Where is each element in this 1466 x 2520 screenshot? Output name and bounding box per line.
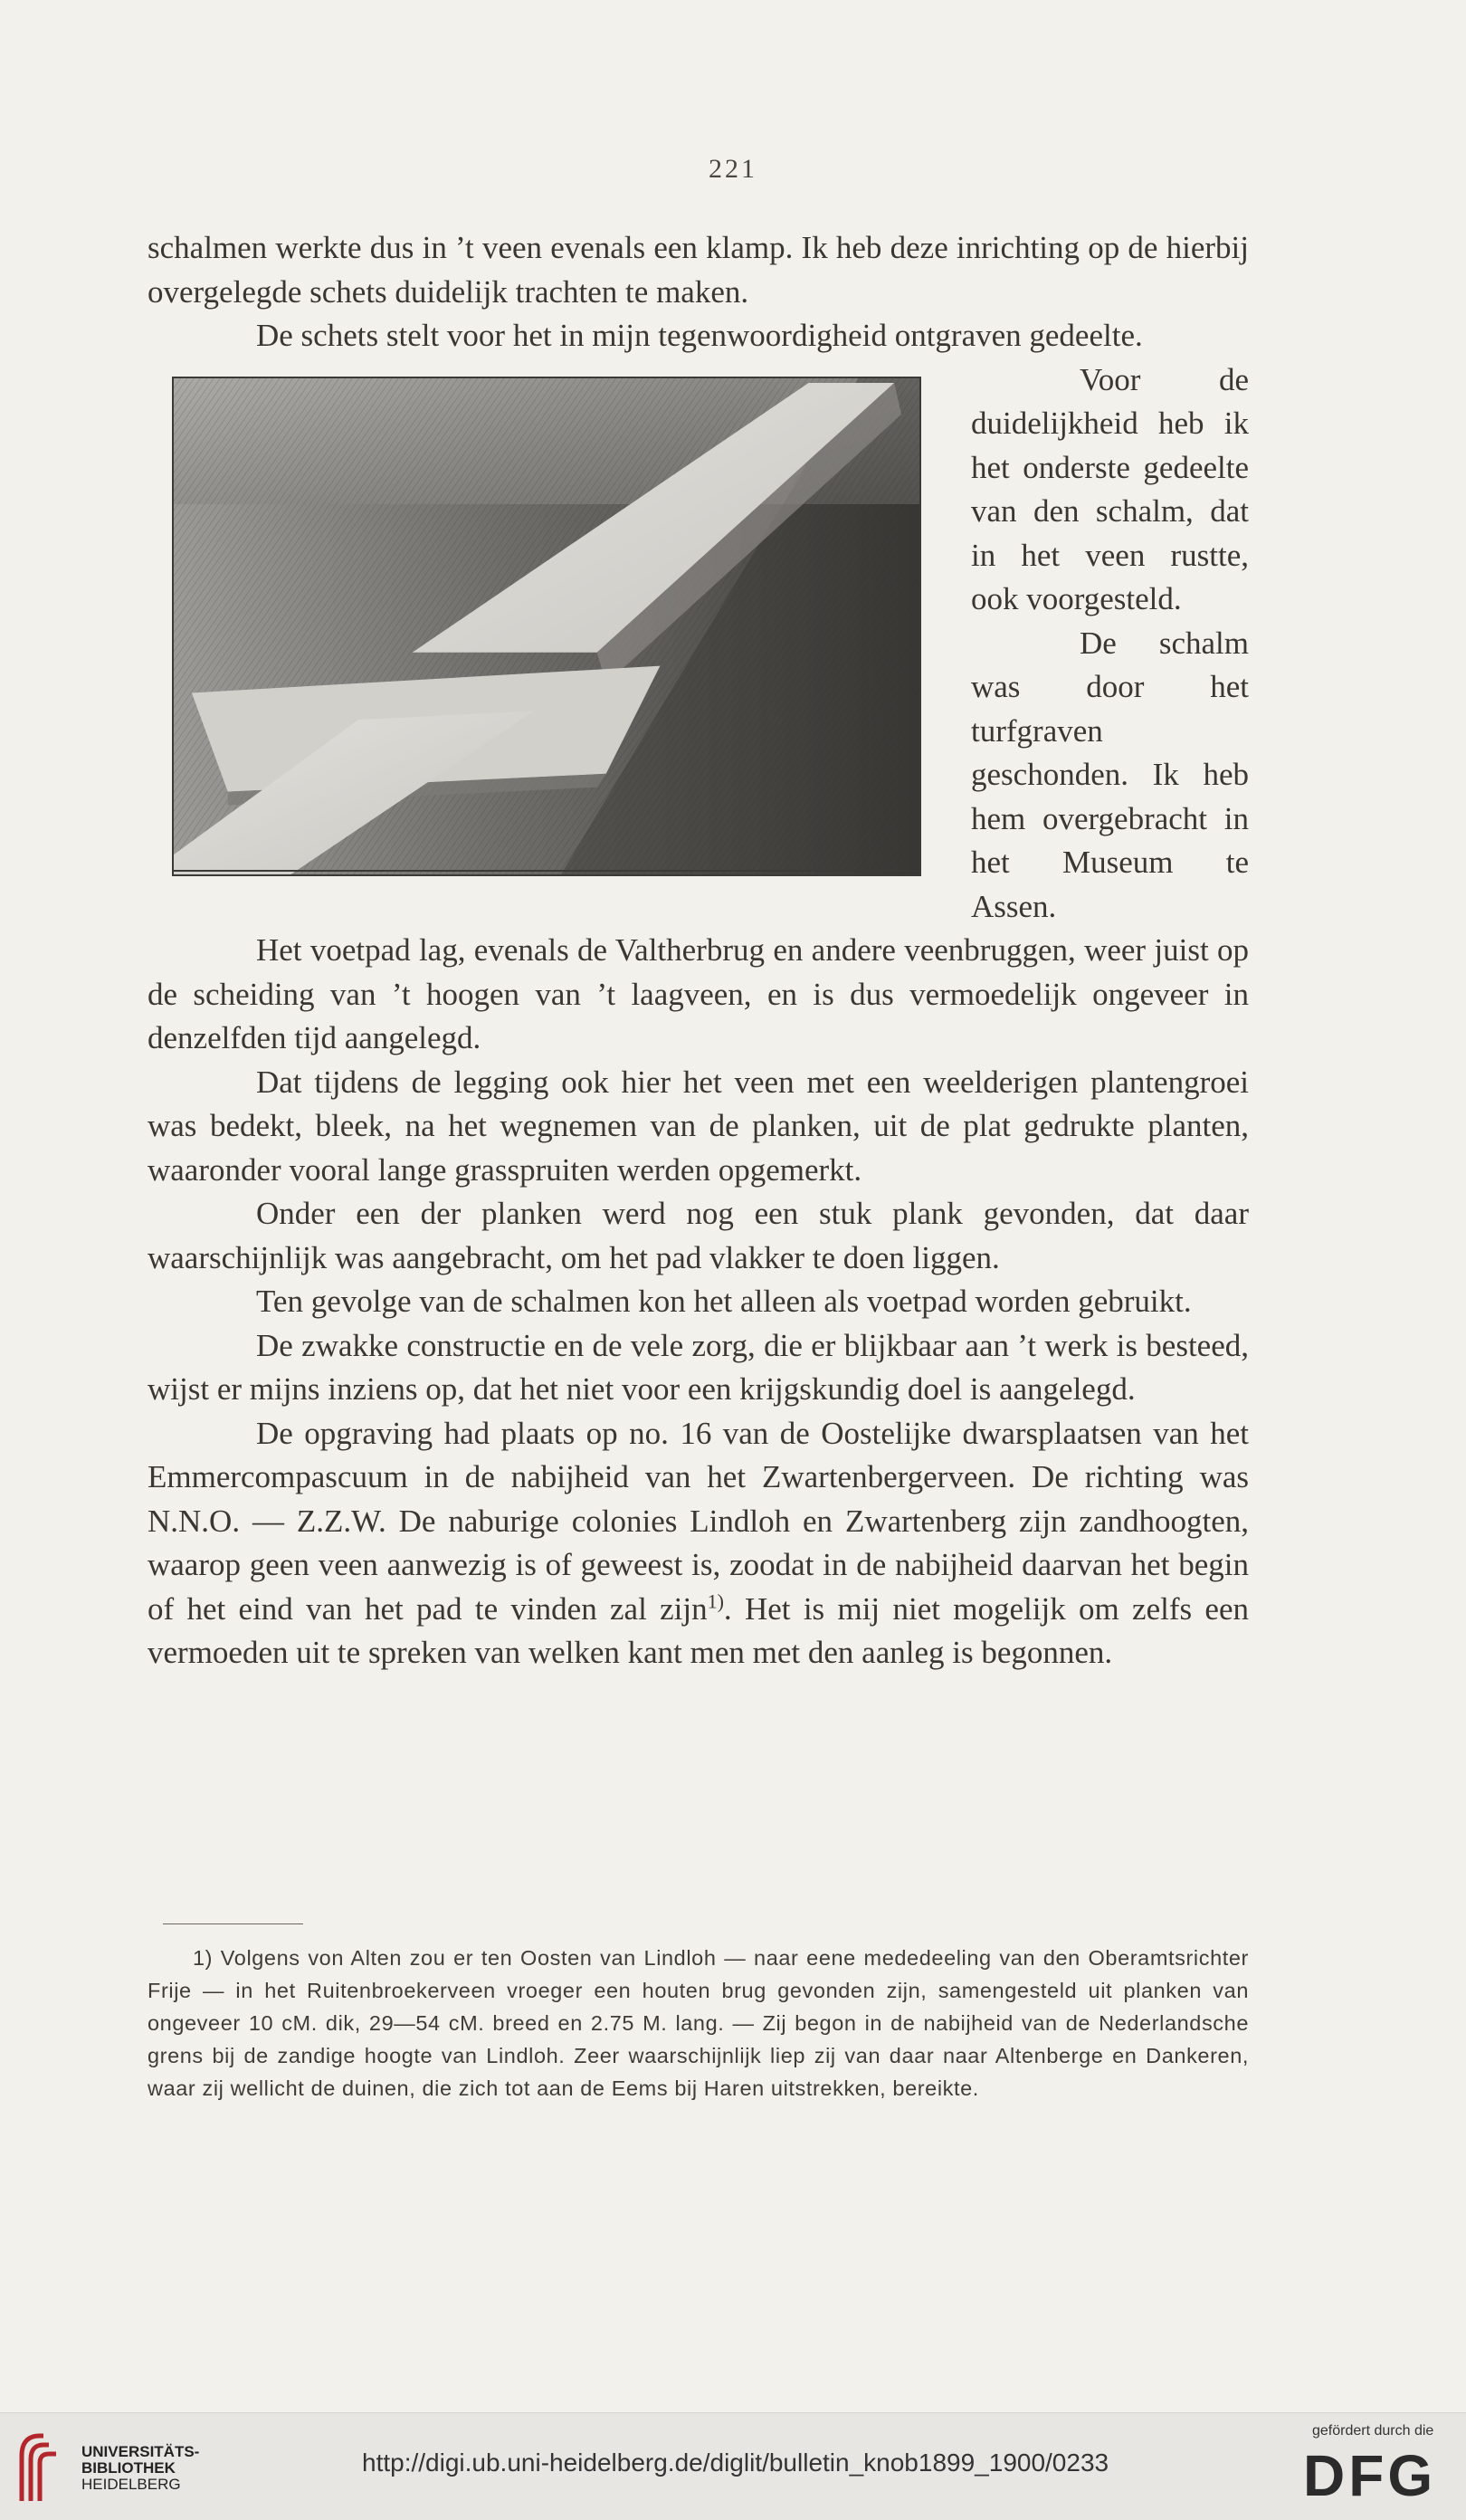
library-line-2: BIBLIOTHEK bbox=[81, 2459, 176, 2477]
paragraph-7: Onder een der planken werd nog een stuk plank gevonden, dat daar waarschijnlijk was aangebracht, om het pad vlakker te doen liggen. bbox=[148, 1196, 1249, 1275]
page-number: 221 bbox=[709, 154, 757, 184]
paragraph-10-part-2: . Het is mij niet mogelijk om zelfs een vermoeden uit te spreken van welken kant men met den aanleg is begonnen. bbox=[148, 1590, 1249, 1670]
paragraph-1: schalmen werkte dus in ’t veen evenals een klamp. Ik heb deze inrichting op de hierbij overgelegde schets duidelijk trachten te maken. bbox=[148, 230, 1249, 310]
dfg-logo: DFG bbox=[1303, 2443, 1437, 2508]
footnote-divider bbox=[163, 1923, 303, 1924]
permalink-url[interactable]: http://digi.ub.uni-heidelberg.de/diglit/bulletin_knob1899_1900/0233 bbox=[362, 2448, 1109, 2477]
figure-container bbox=[172, 358, 946, 891]
body-text bbox=[148, 226, 1249, 1675]
footnote-1: 1) Volgens von Alten zou er ten Oosten van Lindloh — naar eene mededeeling van den Oberamtsrichter Frije — in het Ruitenbroekerveen vroeger een houten brug gevonden zijn, samengesteld uit planken van ongeveer 10 cM. dik, 29—54 cM. breed en 2.75 M. lang. — Zij begon in de nabijheid van de Nederlandsche grens bij de zandige hoogte van Lindloh. Zeer waarschijnlijk liep zij van daar naar Altenberge en Dankeren, waar zij wellicht de duinen, die zich tot aan de Eems bij Haren uitstrekken, bereikte. bbox=[148, 1946, 1249, 2100]
paragraph-10 bbox=[148, 1412, 1249, 1675]
paragraph-5: Het voetpad lag, evenals de Valtherbrug en andere veenbruggen, weer juist op de scheiding van ’t hoogen van ’t laagveen, en is dus vermoedelijk ongeveer in denzelfden tijd aangelegd. bbox=[148, 932, 1249, 1055]
library-line-1: UNIVERSITÄTS- bbox=[81, 2443, 200, 2460]
paragraph-10-part-1: De opgraving had plaats op no. 16 van de Oostelijke dwarsplaatsen van het Emmercompascuum in de nabijheid van het Zwartenbergerveen. De richting was N.N.O. — Z.Z.W. De naburige colonies Lindloh en Zwartenberg zijn zandhoogten, waarop geen veen aanwezig is of geweest is, zoodat in de nabijheid daarvan het begin of het eind van het pad te vinden zal zijn bbox=[148, 1415, 1249, 1627]
paragraph-3: Voor de duidelijkheid heb ik het onderste gedeelte van den schalm, dat in het veen rustte, ook voorgesteld. bbox=[971, 361, 1249, 616]
footnotes bbox=[148, 1942, 1249, 2105]
paragraph-2: De schets stelt voor het in mijn tegenwoordigheid ontgraven gedeelte. bbox=[256, 318, 1143, 353]
paragraph-6: Dat tijdens de legging ook hier het veen met een weelderigen plantengroei was bedekt, bleek, na het wegnemen van de planken, uit de plat gedrukte planten, waaronder vooral lange grasspruiten werden opgemerkt. bbox=[148, 1064, 1249, 1188]
paragraph-4: De schalm was door het turfgraven geschonden. Ik heb hem overgebracht in het Museum te Assen. bbox=[971, 625, 1249, 924]
sketch-figure bbox=[172, 377, 921, 876]
footnote-reference: 1) bbox=[707, 1589, 724, 1612]
university-library-logo-icon bbox=[16, 2429, 63, 2505]
library-line-3: HEIDELBERG bbox=[81, 2476, 181, 2493]
sponsor-caption: gefördert durch die bbox=[1312, 2423, 1434, 2439]
plank-sketch-illustration bbox=[174, 378, 919, 874]
paragraph-8: Ten gevolge van de schalmen kon het alleen als voetpad worden gebruikt. bbox=[256, 1284, 1192, 1319]
paragraph-9: De zwakke constructie en de vele zorg, die er blijkbaar aan ’t werk is besteed, wijst er mijns inziens op, dat het niet voor een krijgskundig doel is aangelegd. bbox=[148, 1327, 1249, 1407]
university-library-name bbox=[81, 2444, 199, 2493]
